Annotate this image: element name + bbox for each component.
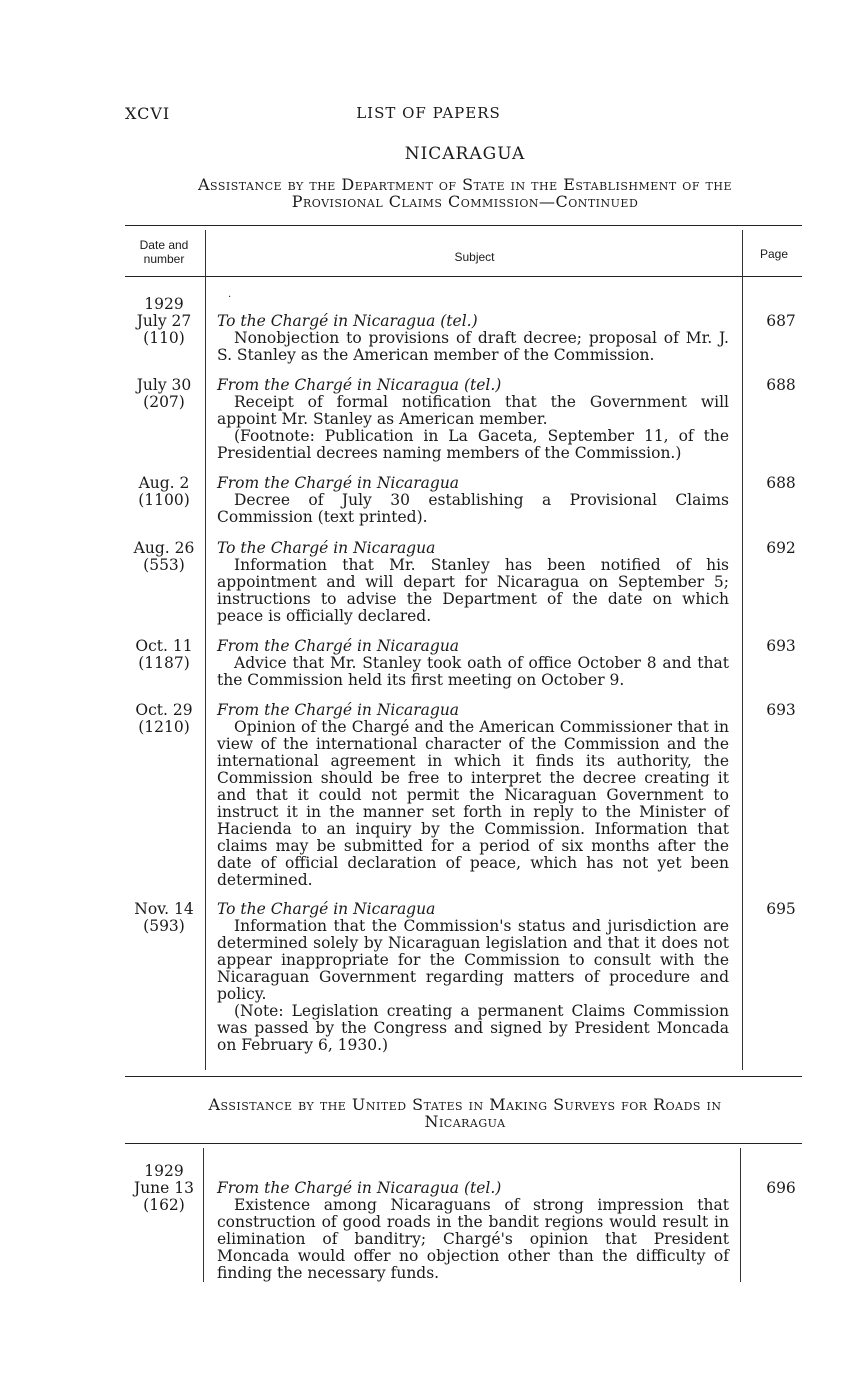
entry-page: 695	[766, 900, 796, 918]
entry-page: 692	[766, 539, 796, 557]
table2-divider-right	[740, 1148, 741, 1282]
entry-page: 693	[766, 701, 796, 719]
section1-title-line2: Provisional Claims Commission—Continued	[291, 192, 639, 211]
column-header-date: Date and number	[139, 238, 189, 266]
roman-page-number: XCVI	[125, 104, 171, 123]
entry-subject: From the Chargé in Nicaragua (tel.) Receipt of formal notification that the Government will appoint Mr. Stanley as American member. (Footnote: Publication in La Gaceta, September 11, of the Presidential decrees naming members of the Commission.)	[217, 376, 729, 462]
stray-mark: ·	[228, 292, 232, 303]
entry-subject: To the Chargé in Nicaragua (tel.) Nonobjection to provisions of draft decree; proposal of Mr. J. S. Stanley as the American member of the Commission.	[217, 312, 729, 364]
section2-title-line2: Nicaragua	[424, 1112, 506, 1131]
entry-page: 696	[766, 1179, 796, 1197]
entry-title: From the Chargé in Nicaragua	[217, 637, 460, 655]
entry-date: Aug. 2 (1100)	[138, 474, 190, 509]
entry-date: Oct. 29 (1210)	[135, 701, 193, 736]
entry-date: Oct. 11 (1187)	[135, 637, 193, 672]
entry-date: July 27 (110)	[136, 312, 192, 347]
section1-year: 1929	[144, 295, 184, 313]
column-header-page: Page	[759, 247, 789, 261]
entry-note: (Note: Legislation creating a permanent Claims Commission was passed by the Congress and signed by President Moncada on February 6, 1930.)	[217, 1002, 729, 1054]
country-heading: NICARAGUA	[404, 144, 526, 164]
entry-date: Nov. 14 (593)	[134, 900, 194, 935]
entry-subject: To the Chargé in Nicaragua Information that the Commission's status and jurisdiction are determined solely by Nicaraguan legislation and that it does not appear inappropriate for the Commission to consult with the Nicaraguan Government regarding matters of procedure and policy. (Note: Legislation creating a permanent Claims Commission was passed by the Congress and signed by President Moncada on February 6, 1930.)	[217, 900, 729, 1054]
section1-title-line1: Assistance by the Department of State in the Establishment of the	[197, 175, 732, 194]
table1-header-rule	[125, 276, 802, 277]
table2-divider-left	[203, 1148, 204, 1282]
table2-top-rule	[125, 1143, 802, 1144]
entry-subject: From the Chargé in Nicaragua (tel.) Existence among Nicaraguans of strong impression that construction of good roads in the bandit regions would result in elimination of banditry; Chargé's opinion that President Moncada would offer no objection other than the difficulty of finding the necessary funds.	[217, 1179, 729, 1282]
entry-date: July 30 (207)	[136, 376, 192, 411]
entry-title: From the Chargé in Nicaragua	[217, 474, 460, 492]
column-header-subject: Subject	[454, 250, 495, 264]
entry-title: To the Chargé in Nicaragua	[217, 900, 436, 918]
entry-page: 688	[766, 474, 796, 492]
entry-page: 693	[766, 637, 796, 655]
table1-divider-left	[205, 230, 206, 1070]
entry-title: From the Chargé in Nicaragua (tel.)	[217, 1179, 502, 1197]
entry-title: To the Chargé in Nicaragua (tel.)	[217, 312, 478, 330]
table1-bottom-rule	[125, 1076, 802, 1077]
entry-page: 688	[766, 376, 796, 394]
section2-title-line1: Assistance by the United States in Making Surveys for Roads in	[208, 1095, 722, 1114]
section2-year: 1929	[144, 1162, 184, 1180]
entry-title: To the Chargé in Nicaragua	[217, 539, 436, 557]
entry-subject: From the Chargé in Nicaragua Advice that Mr. Stanley took oath of office October 8 and that the Commission held its first meeting on October 9.	[217, 637, 729, 689]
table1-divider-right	[742, 230, 743, 1070]
entry-title: From the Chargé in Nicaragua	[217, 701, 460, 719]
entry-date: June 13 (162)	[133, 1179, 194, 1214]
entry-page: 687	[766, 312, 796, 330]
entry-title: From the Chargé in Nicaragua (tel.)	[217, 376, 502, 394]
running-title: LIST OF PAPERS	[356, 104, 501, 122]
entry-subject: To the Chargé in Nicaragua Information that Mr. Stanley has been notified of his appointment and will depart for Nicaragua on September 5; instructions to advise the Department of the date on which peace is officially declared.	[217, 539, 729, 625]
entry-subject: From the Chargé in Nicaragua Opinion of the Chargé and the American Commissioner that in view of the international character of the Commission and the international agreement in which it finds its authority, the Commission should be free to interpret the decree creating it and that it could not permit the Nicaraguan Government to instruct it in the manner set forth in reply to the Minister of Hacienda to an inquiry by the Commission. Information that claims may be submitted for a period of six months after the date of official declaration of peace, which has not yet been determined.	[217, 701, 729, 889]
entry-subject: From the Chargé in Nicaragua Decree of July 30 establishing a Provisional Claims Commission (text printed).	[217, 474, 729, 526]
entry-date: Aug. 26 (553)	[133, 539, 195, 574]
entry-footnote: (Footnote: Publication in La Gaceta, September 11, of the Presidential decrees naming members of the Commission.)	[217, 427, 729, 462]
table1-top-rule	[125, 225, 802, 226]
